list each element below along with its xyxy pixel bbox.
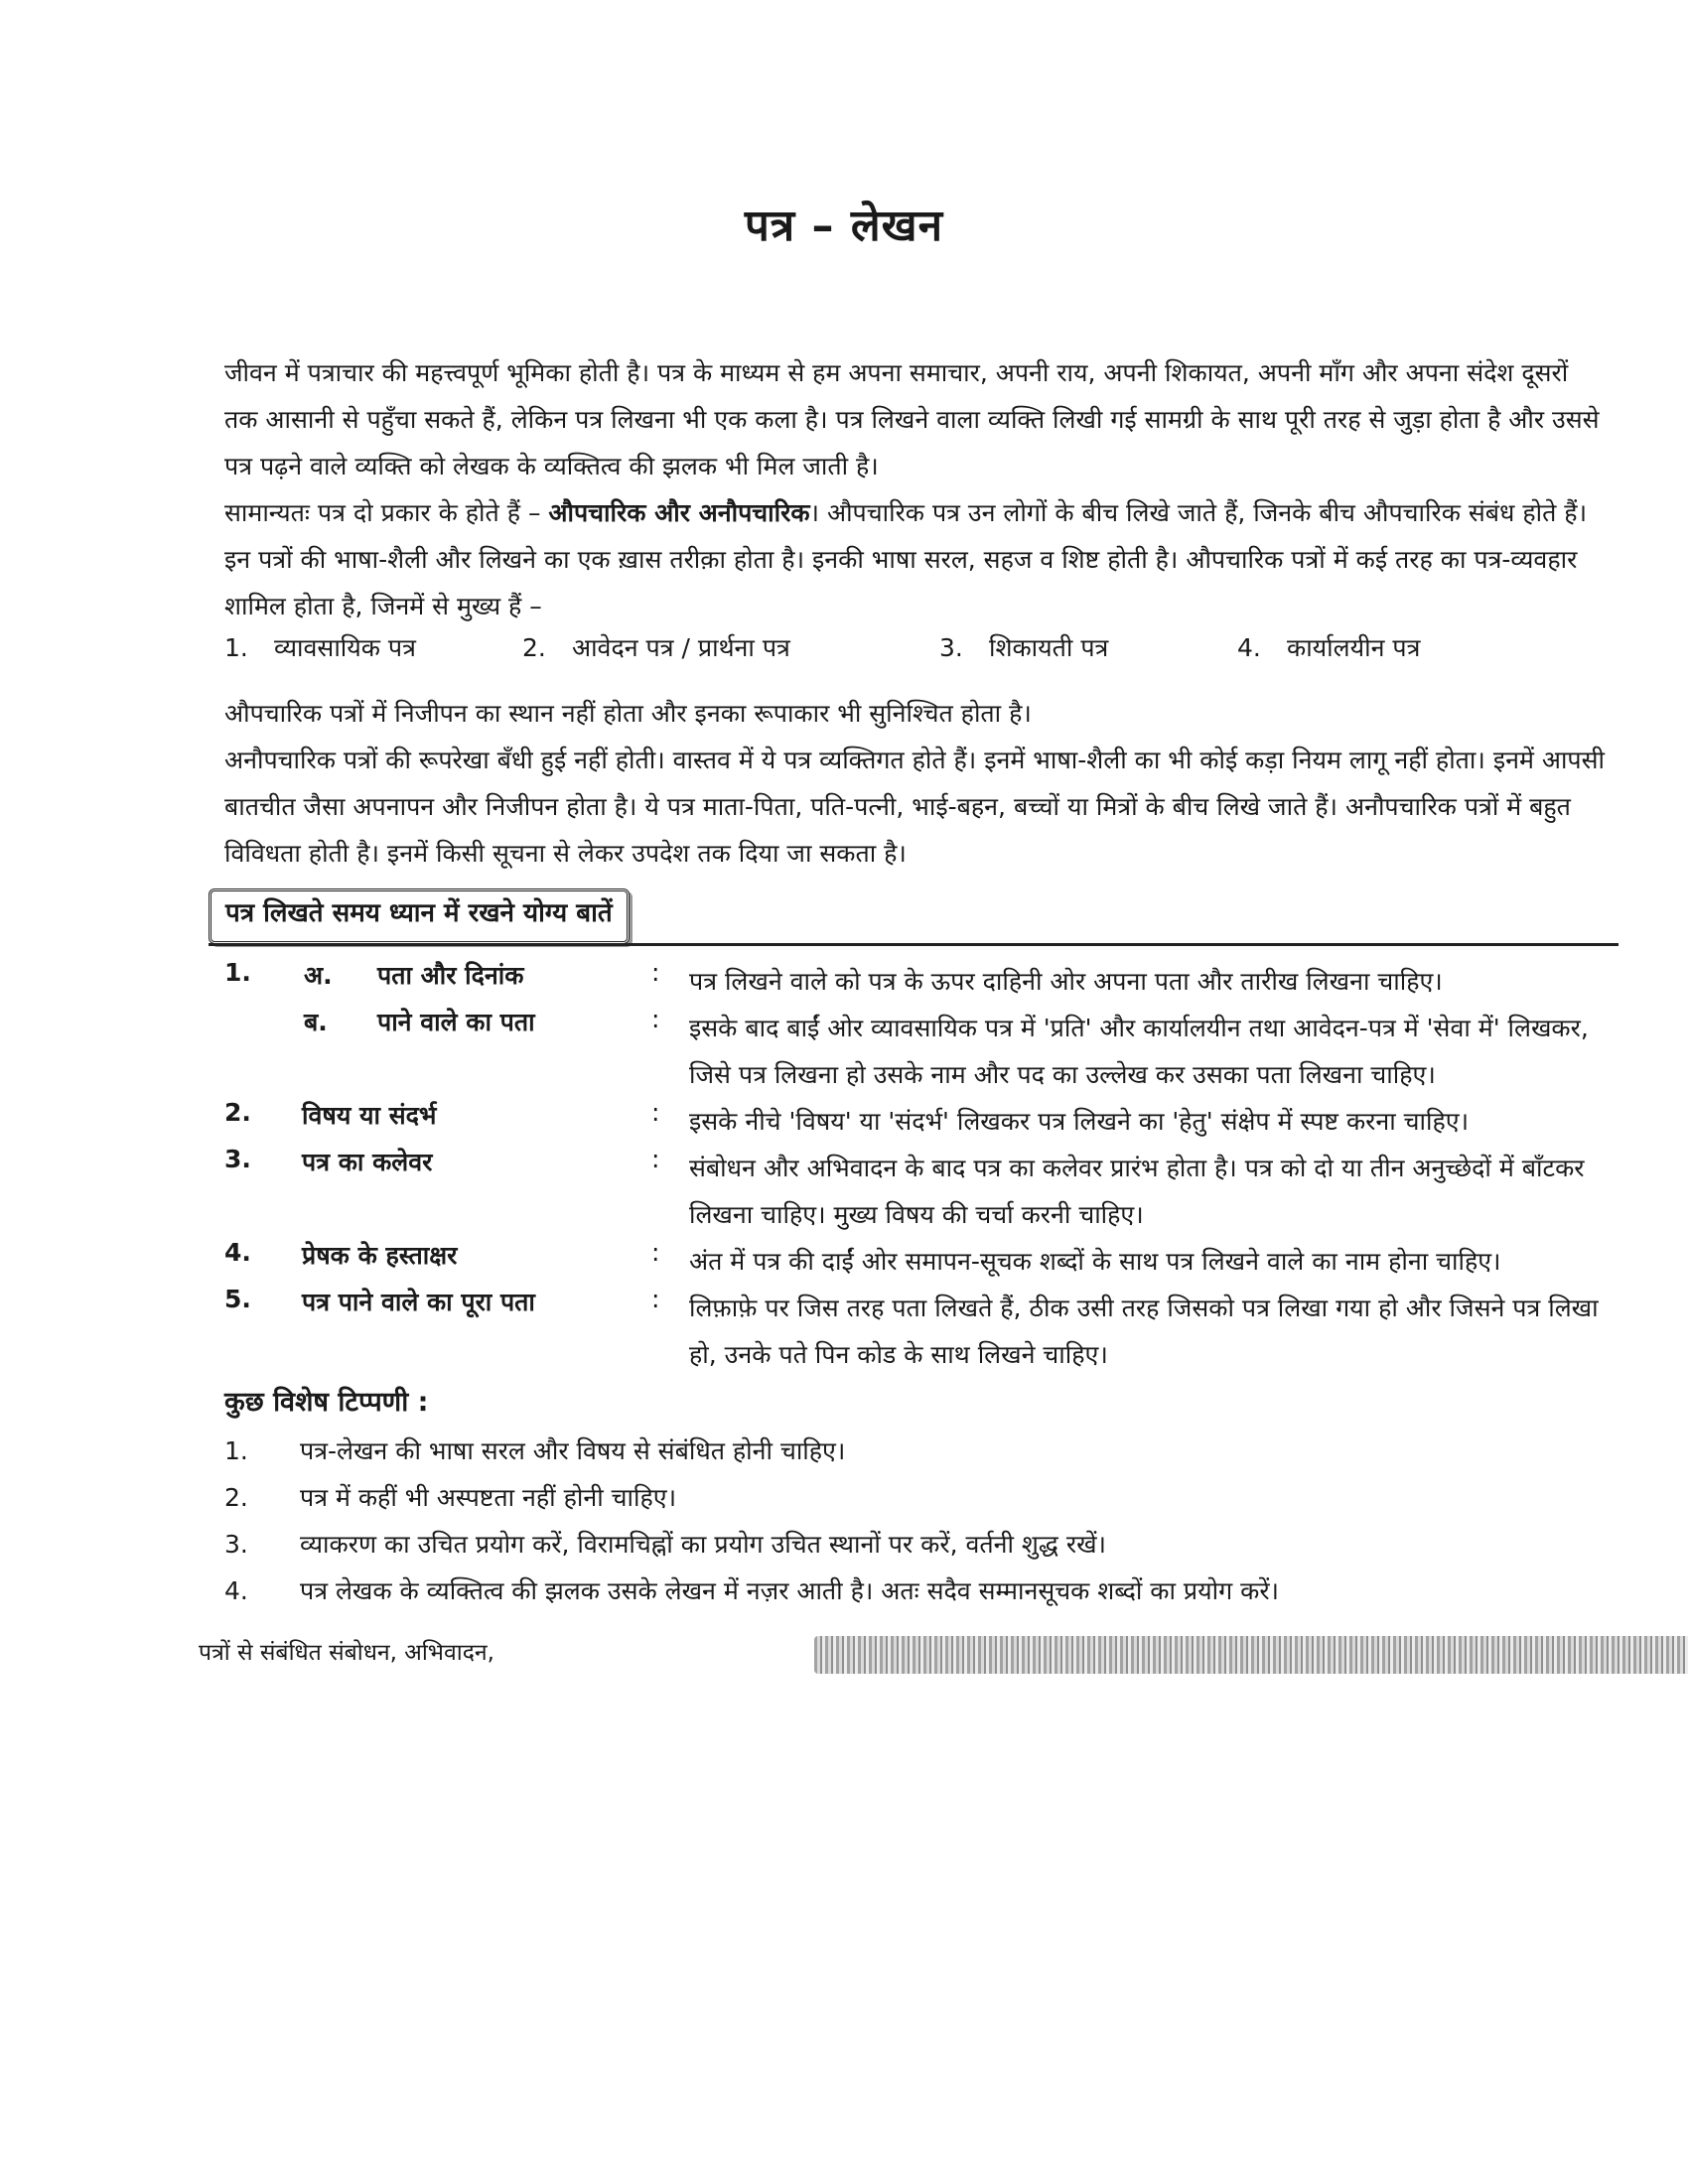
informal-paragraph: अनौपचारिक पत्रों की रूपरेखा बँधी हुई नहीं होती। वास्तव में ये पत्र व्यक्तिगत होते हैं। इनमें भाषा-शैली का भी कोई कड़ा नियम लागू नहीं होता। इनमें आपसी बातचीत जैसा अपनापन और निजीपन होता है। ये पत्र माता-पिता, पति-पत्नी, भाई-बहन, बच्चों या मित्रों के बीच लिखे जाते हैं। अनौपचारिक पत्रों में बहुत विविधता होती है। इनमें किसी सूचना से लेकर उपदेश तक दिया जा सकता है। [224,746,1605,868]
colon-separator: : [651,1005,660,1033]
item-label: व्यावसायिक पत्र [274,633,416,662]
footer-partial-text: पत्रों से संबंधित संबोधन, अभिवादन, [199,1640,494,1666]
page-title: पत्र – लेखन [744,201,944,251]
note-item [224,1480,1615,1514]
note-item [224,1433,1615,1467]
colon-separator: : [651,1098,660,1127]
point-label: पत्र का कलेवर [302,1148,433,1176]
types-text-bold: औपचारिक और अनौपचारिक [548,498,810,527]
item-label: शिकायती पत्र [989,633,1109,662]
colon-separator: : [651,1285,660,1313]
formal-type-item [522,630,790,664]
types-text-after: । औपचारिक पत्र उन लोगों के बीच लिखे जाते हैं, जिनके बीच औपचारिक संबंध होते हैं। इन पत्रों की भाषा-शैली और लिखने का एक ख़ास तरीक़ा होता है। इनकी भाषा सरल, सहज व शिष्ट होती है। औपचारिक पत्रों में कई तरह का पत्र-व्यवहार शामिल होता है, जिनमें से मुख्य हैं – [224,498,1588,620]
point-label: पत्र पाने वाले का पूरा पता [302,1288,535,1316]
colon-separator: : [651,1145,660,1173]
point-label: पाने वाले का पता [377,1008,535,1036]
note-item [224,1573,1615,1607]
point-label: प्रेषक के हस्ताक्षर [302,1241,458,1270]
formal-type-item [1237,630,1420,664]
point-description: लिफ़ाफ़े पर जिस तरह पता लिखते हैं, ठीक उसी तरह जिसको पत्र लिखा गया हो और जिसने पत्र लिखा हो, उनके पते पिन कोड के साथ लिखने चाहिए। [689,1294,1599,1369]
item-label: आवेदन पत्र / प्रार्थना पत्र [572,633,790,662]
point-description: इसके बाद बाईं ओर व्यावसायिक पत्र में 'प्रति' और कार्यालयीन तथा आवेदन-पत्र में 'सेवा में' लिखकर, जिसे पत्र लिखना हो उसके नाम और पद का उल्लेख कर उसका पता लिखना चाहिए। [689,1014,1589,1089]
colon-separator: : [651,958,660,987]
colon-separator: : [651,1238,660,1267]
types-text-before: सामान्यतः पत्र दो प्रकार के होते हैं – [224,498,549,527]
note-number: 1. [224,1436,248,1465]
footer-scan-line [199,1628,1618,1678]
intro-paragraph: जीवन में पत्राचार की महत्त्वपूर्ण भूमिका होती है। पत्र के माध्यम से हम अपना समाचार, अपनी राय, अपनी शिकायत, अपनी माँग और अपना संदेश दूसरों तक आसानी से पहुँचा सकते हैं, लेकिन पत्र लिखना भी एक कला है। पत्र लिखने वाला व्यक्ति लिखी गई सामग्री के साथ पूरी तरह से जुड़ा होता है और उससे पत्र पढ़ने वाले व्यक्ति को लेखक के व्यक्तित्व की झलक भी मिल जाती है। [224,358,1600,480]
point-number: 2. [224,1098,251,1127]
item-number: 1. [224,633,248,662]
note-number: 3. [224,1530,248,1559]
item-number: 4. [1237,633,1261,662]
heading-rule [209,943,1618,946]
item-number: 3. [939,633,963,662]
point-number: 5. [224,1285,251,1313]
point-label: पता और दिनांक [377,961,524,990]
note-text: पत्र-लेखन की भाषा सरल और विषय से संबंधित होनी चाहिए। [300,1436,846,1465]
note-text: व्याकरण का उचित प्रयोग करें, विरामचिह्नों का प्रयोग उचित स्थानों पर करें, वर्तनी शुद्ध रखें। [300,1530,1107,1559]
point-description: संबोधन और अभिवादन के बाद पत्र का कलेवर प्रारंभ होता है। पत्र को दो या तीन अनुच्छेदों में बाँटकर लिखना चाहिए। मुख्य विषय की चर्चा करनी चाहिए। [689,1154,1585,1229]
note-number: 4. [224,1576,248,1605]
point-sub-marker: अ. [304,961,333,990]
point-number: 1. [224,958,251,987]
point-number: 3. [224,1145,251,1173]
note-item [224,1527,1615,1561]
notes-heading: कुछ विशेष टिप्पणी : [224,1387,429,1418]
note-number: 2. [224,1483,248,1512]
item-number: 2. [522,633,546,662]
point-number: 4. [224,1238,251,1267]
point-description: अंत में पत्र की दाईं ओर समापन-सूचक शब्दों के साथ पत्र लिखने वाले का नाम होना चाहिए। [689,1247,1501,1276]
formal-type-item [224,630,416,664]
types-paragraph [224,489,1605,629]
point-sub-marker: ब. [304,1008,328,1036]
item-label: कार्यालयीन पत्र [1287,633,1421,662]
formal-type-item [939,630,1108,664]
formal-note-paragraph: औपचारिक पत्रों में निजीपन का स्थान नहीं होता और इनका रूपाकार भी सुनिश्चित होता है। [224,699,1032,728]
points-heading-banner: पत्र लिखते समय ध्यान में रखने योग्य बातें [209,888,630,944]
point-description: इसके नीचे 'विषय' या 'संदर्भ' लिखकर पत्र लिखने का 'हेतु' संक्षेप में स्पष्ट करना चाहिए। [689,1107,1470,1136]
scan-smudge [814,1636,1688,1674]
note-text: पत्र में कहीं भी अस्पष्टता नहीं होनी चाहिए। [300,1483,677,1512]
note-text: पत्र लेखक के व्यक्तित्व की झलक उसके लेखन में नज़र आती है। अतः सदैव सम्मानसूचक शब्दों का प्रयोग करें। [300,1576,1280,1605]
point-description: पत्र लिखने वाले को पत्र के ऊपर दाहिनी ओर अपना पता और तारीख लिखना चाहिए। [689,967,1443,996]
point-label: विषय या संदर्भ [302,1101,437,1130]
